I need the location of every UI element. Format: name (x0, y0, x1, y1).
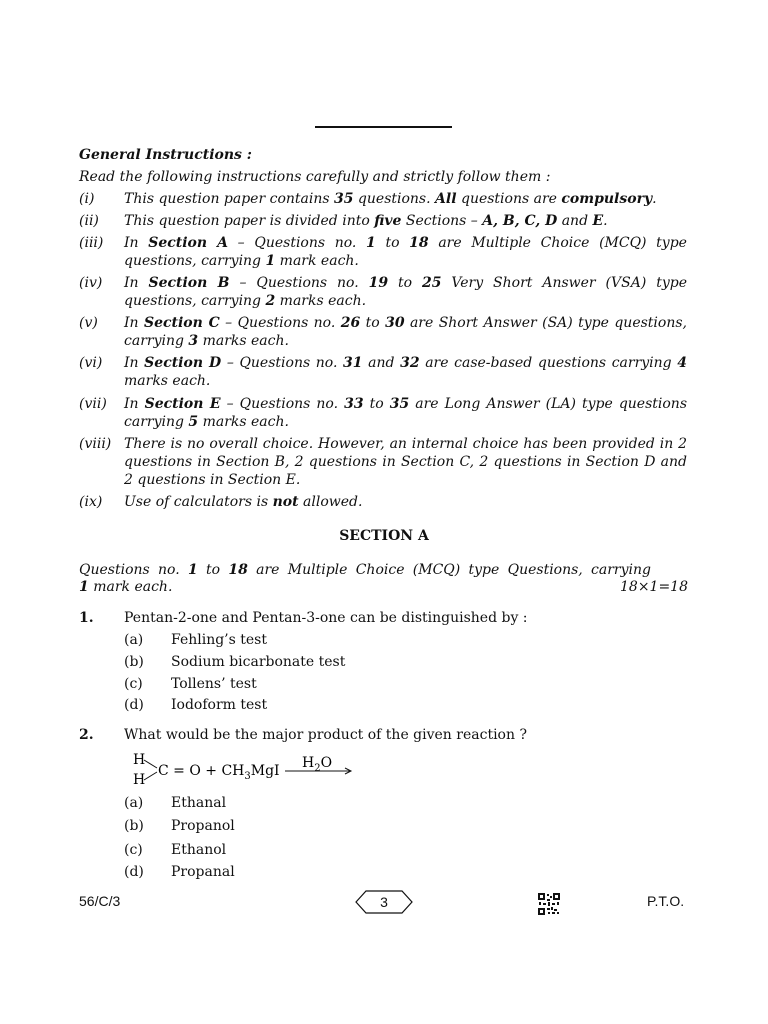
above-arrow-h: H (302, 755, 315, 771)
option-text: Ethanal (171, 795, 227, 811)
instruction-number: (vii) (79, 396, 107, 412)
instruction-item (79, 234, 687, 270)
general-instructions-intro: Read the following instructions carefully and strictly follow them : (79, 169, 551, 185)
instruction-text: In Section E – Questions no. 33 to 35 are Long Answer (LA) type questions carrying 5 marks each. (124, 396, 688, 430)
instruction-text: In Section D – Questions no. 31 and 32 are case-based questions carrying 4 marks each. (124, 355, 687, 389)
instruction-text: This question paper is divided into five Sections – A, B, C, D and E. (124, 213, 608, 229)
question-number: 1. (79, 610, 94, 626)
question-number: 2. (79, 727, 94, 743)
option-label: (a) (124, 632, 144, 648)
instruction-number: (ii) (79, 213, 99, 229)
option-text: Fehling’s test (171, 632, 267, 648)
question-text: What would be the major product of the given reaction ? (124, 727, 527, 743)
bond-bottom (144, 772, 157, 780)
option-text: Iodoform test (171, 697, 268, 713)
instruction-item (79, 274, 687, 310)
option-text: Propanol (171, 818, 235, 834)
instruction-text: This question paper contains 35 questions. All questions are compulsory. (124, 191, 657, 207)
reaction-h-top: H (133, 752, 146, 768)
qr-code-icon (538, 893, 560, 915)
option-label: (b) (124, 818, 144, 834)
option-label: (d) (124, 697, 144, 713)
general-instructions-title: General Instructions : (79, 147, 252, 163)
please-turn-over: P.T.O. (647, 893, 685, 909)
instruction-item (79, 493, 687, 511)
option-text: Ethanol (171, 842, 227, 858)
instruction-number: (viii) (79, 436, 112, 452)
reaction-equation (132, 750, 372, 790)
instruction-number: (vi) (79, 355, 103, 371)
instruction-number: (i) (79, 191, 95, 207)
section-a-intro-line2: 1 mark each. (79, 579, 173, 595)
instruction-text: In Section C – Questions no. 26 to 30 are Short Answer (SA) type questions, carrying 3 marks each. (124, 315, 687, 349)
instruction-item (79, 354, 687, 390)
instruction-item (79, 314, 687, 350)
instruction-number: (iii) (79, 235, 104, 251)
instruction-text: There is no overall choice. However, an internal choice has been provided in 2 questions in Section B, 2 questions in Section C, 2 questions in Section D and 2 questions in Section E. (124, 436, 687, 488)
instruction-number: (ix) (79, 494, 103, 510)
option-text: Tollens’ test (171, 676, 257, 692)
reaction-main (158, 763, 280, 782)
section-a-intro-line1: Questions no. 1 to 18 are Multiple Choice (MCQ) type Questions, carrying (79, 562, 651, 578)
reaction-h-bottom: H (133, 772, 146, 788)
reaction-sub-3: 3 (244, 771, 251, 782)
section-a-marks: 18×1=18 (620, 579, 688, 595)
paper-code: 56/C/3 (79, 893, 121, 909)
top-divider (315, 126, 452, 128)
instruction-number: (v) (79, 315, 98, 331)
above-arrow-tail: O (320, 755, 333, 771)
instruction-text: In Section B – Questions no. 19 to 25 Very Short Answer (VSA) type questions, carrying 2 marks each. (124, 275, 687, 309)
instruction-number: (iv) (79, 275, 103, 291)
instruction-item (79, 395, 687, 431)
question-text: Pentan-2-one and Pentan-3-one can be distinguished by : (124, 610, 528, 626)
section-a-title: SECTION A (339, 528, 429, 544)
instruction-text: In Section A – Questions no. 1 to 18 are Multiple Choice (MCQ) type questions, carrying 1 mark each. (124, 235, 687, 269)
reaction-main-text: C = O + CH (158, 763, 245, 779)
option-label: (c) (124, 842, 143, 858)
instruction-text: Use of calculators is not allowed. (124, 494, 363, 510)
option-text: Sodium bicarbonate test (171, 654, 346, 670)
bond-top (144, 760, 157, 768)
instruction-item (79, 435, 687, 489)
option-label: (b) (124, 654, 144, 670)
reaction-reagent-tail: MgI (250, 763, 280, 779)
instruction-item (79, 212, 687, 230)
option-label: (d) (124, 864, 144, 880)
above-arrow-sub2: 2 (314, 763, 321, 774)
option-label: (c) (124, 676, 143, 692)
page-number: 3 (380, 894, 388, 910)
option-label: (a) (124, 795, 144, 811)
option-text: Propanal (171, 864, 235, 880)
instruction-item (79, 190, 687, 208)
